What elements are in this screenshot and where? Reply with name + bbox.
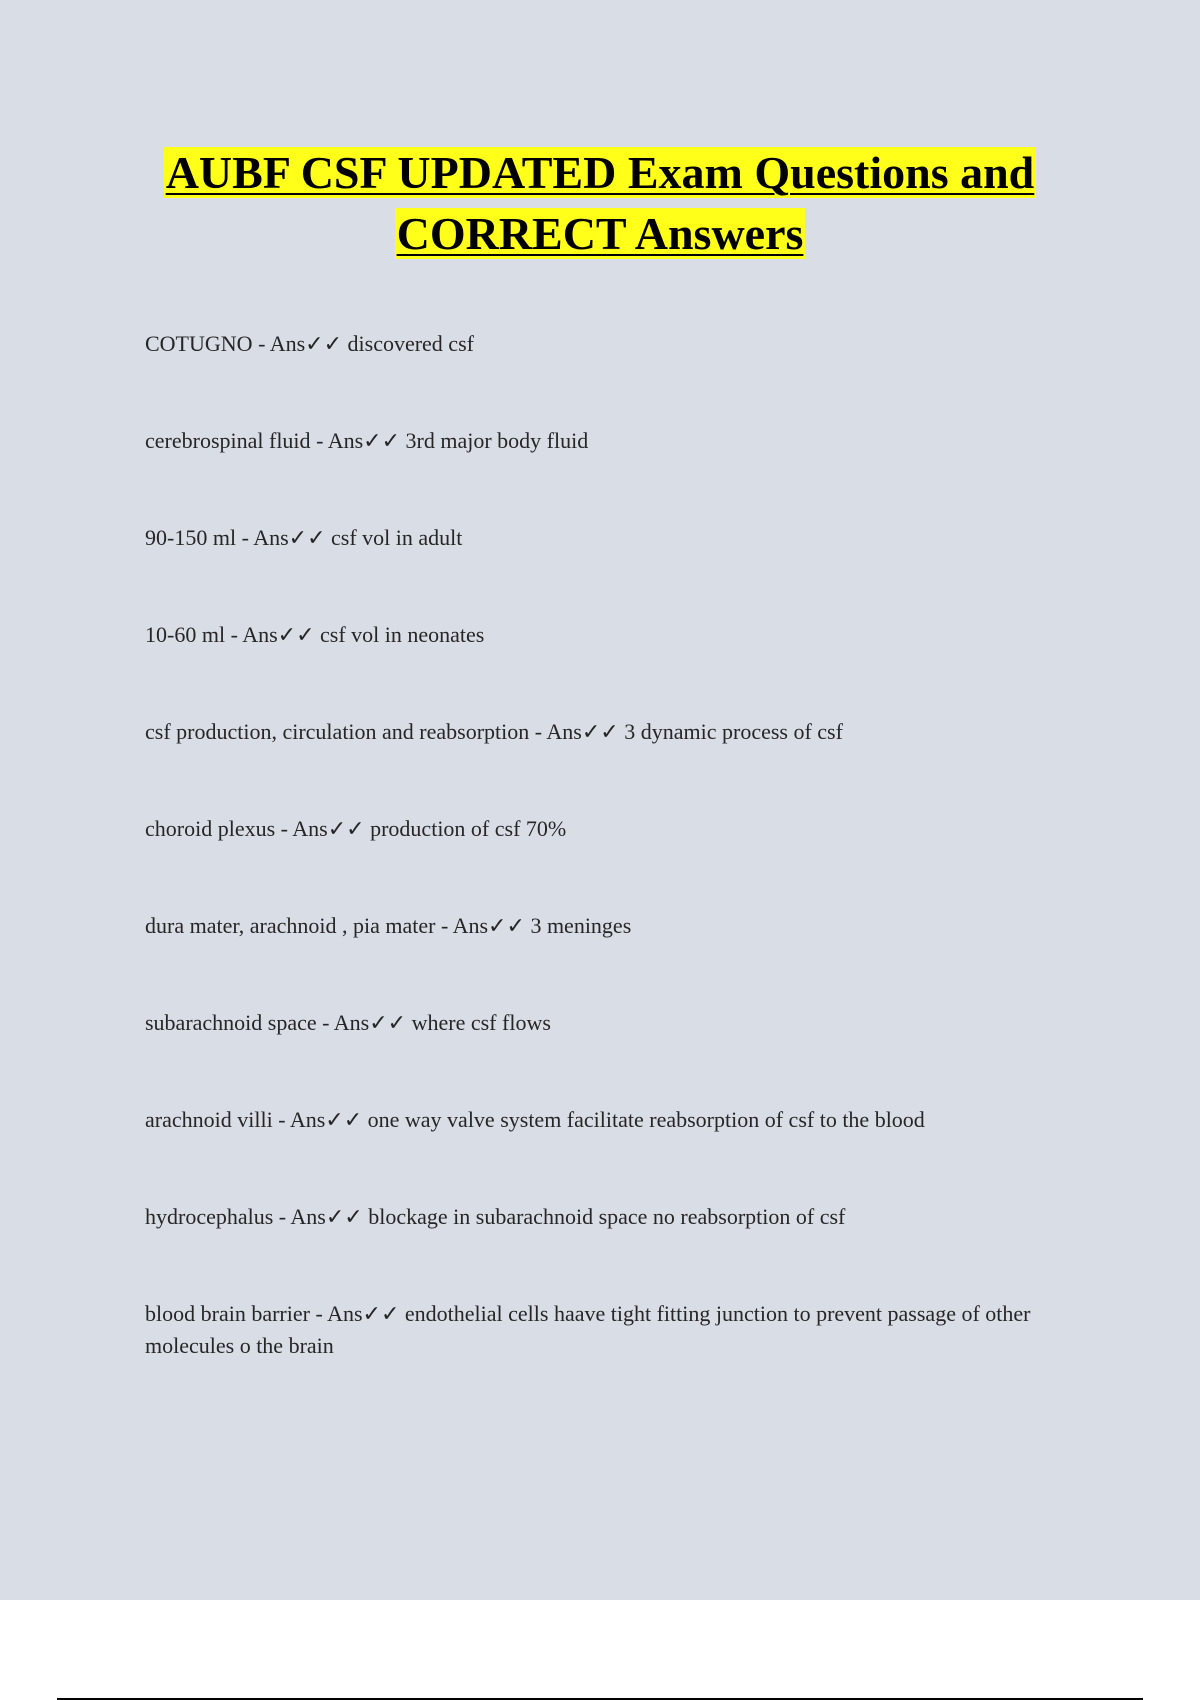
answer-marker: Ans✓✓ (546, 719, 619, 744)
answer-definition: 3rd major body fluid (405, 428, 589, 453)
term-separator: - (273, 1204, 291, 1229)
answer-marker: Ans✓✓ (292, 816, 365, 841)
list-item (145, 910, 1075, 942)
list-item (145, 425, 1075, 457)
term-separator: - (252, 331, 270, 356)
answer-marker: Ans✓✓ (269, 331, 343, 356)
question-term: blood brain barrier (145, 1301, 310, 1326)
list-item (145, 1007, 1075, 1039)
question-term: cerebrospinal fluid (145, 428, 311, 453)
page-title (0, 142, 1200, 264)
answer-marker: Ans✓✓ (289, 1107, 363, 1132)
answer-definition: csf vol in neonates (320, 622, 485, 647)
question-term: csf production, circulation and reabsorption (145, 719, 530, 744)
answer-marker: Ans✓✓ (333, 1010, 407, 1035)
question-term: arachnoid villi (145, 1107, 273, 1132)
list-item (145, 716, 1075, 748)
answer-marker: Ans✓✓ (290, 1204, 363, 1229)
question-term: choroid plexus (145, 816, 276, 841)
answer-definition: endothelial cells haave tight fitting junction to prevent passage of other molecules o the brain (145, 1301, 1031, 1358)
answer-definition: blockage in subarachnoid space no reabsorption of csf (368, 1204, 846, 1229)
answer-marker: Ans✓✓ (452, 913, 525, 938)
answer-definition: csf vol in adult (331, 525, 463, 550)
answer-marker: Ans✓✓ (242, 622, 315, 647)
answer-marker: Ans✓✓ (253, 525, 326, 550)
list-item (145, 1104, 1075, 1136)
question-term: 10-60 ml (145, 622, 226, 647)
answer-marker: Ans✓✓ (327, 428, 401, 453)
answer-definition: production of csf 70% (370, 816, 567, 841)
question-term: hydrocephalus (145, 1204, 274, 1229)
question-term: subarachnoid space (145, 1010, 317, 1035)
list-item (145, 1298, 1075, 1362)
answer-marker: Ans✓✓ (327, 1301, 400, 1326)
answer-definition: 3 dynamic process of csf (624, 719, 843, 744)
term-separator: - (236, 525, 254, 550)
term-separator: - (529, 719, 547, 744)
term-separator: - (435, 913, 453, 938)
list-item (145, 522, 1075, 554)
question-answer-list (145, 328, 1075, 1427)
answer-definition: 3 meninges (530, 913, 632, 938)
list-item (145, 619, 1075, 651)
answer-definition: one way valve system facilitate reabsorption of csf to the blood (367, 1107, 925, 1132)
answer-definition: discovered csf (347, 331, 474, 356)
term-separator: - (275, 816, 293, 841)
term-separator: - (310, 428, 328, 453)
term-separator: - (225, 622, 243, 647)
list-item (145, 1201, 1075, 1233)
question-term: COTUGNO (145, 331, 253, 356)
term-separator: - (272, 1107, 290, 1132)
list-item (145, 328, 1075, 360)
title-line-1: AUBF CSF UPDATED Exam Questions and (165, 147, 1035, 198)
answer-definition: where csf flows (411, 1010, 551, 1035)
list-item (145, 813, 1075, 845)
term-separator: - (316, 1010, 334, 1035)
question-term: dura mater, arachnoid , pia mater (145, 913, 436, 938)
term-separator: - (309, 1301, 328, 1326)
title-line-2: CORRECT Answers (396, 208, 804, 259)
question-term: 90-150 ml (145, 525, 237, 550)
